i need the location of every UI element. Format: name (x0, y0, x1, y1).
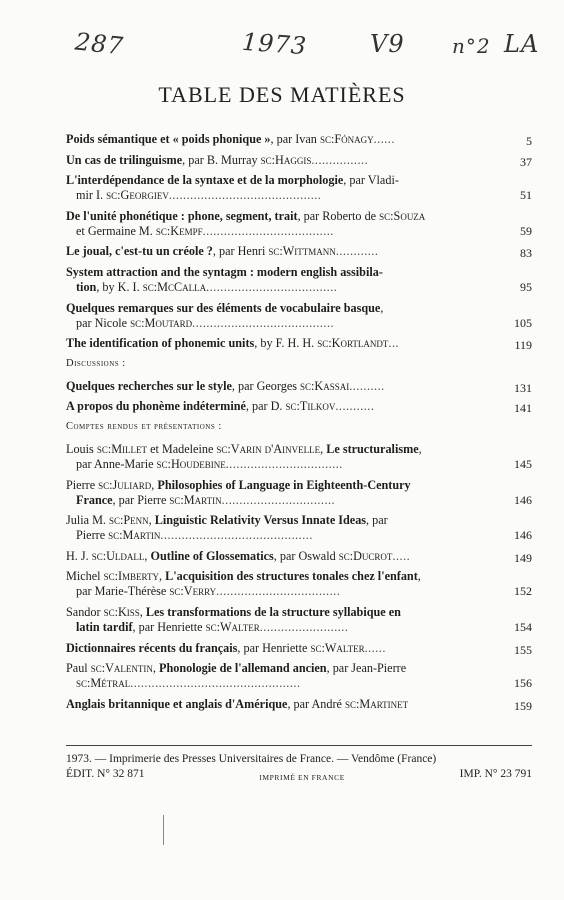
entry-text: , (159, 569, 166, 584)
section-heading-discussions: Discussions : (66, 357, 126, 369)
entry-text: , par Henriette (132, 619, 206, 634)
colophon-printer-line (66, 752, 532, 767)
entry-title: Outline of Glossematics (150, 548, 274, 563)
entry-author: sc:Martin (169, 492, 222, 507)
page-number: 141 (514, 401, 532, 416)
entry-text: , (380, 300, 384, 315)
handwritten-number: 287 (73, 27, 126, 61)
entry-author: sc:McCalla (142, 279, 207, 294)
entry-line (66, 209, 502, 224)
page-number: 145 (514, 456, 532, 471)
entry-line-continued (66, 316, 502, 331)
page-number: 154 (514, 619, 532, 634)
entry-title: Poids sémantique et « poids phonique » (66, 132, 271, 146)
leader-dots: ................................... (216, 584, 341, 599)
entry-text: , (144, 548, 151, 563)
entry-author: sc:Métral (76, 676, 131, 691)
page-number: 159 (514, 698, 532, 713)
toc-entry (66, 301, 532, 331)
entry-text: Julia M. (66, 513, 109, 528)
entry-title: Quelques remarques sur des éléments de vocabulaire basque (66, 300, 381, 315)
colophon-imp-number: IMP. N° 23 791 (459, 768, 532, 780)
entry-text: , par Roberto de (297, 208, 380, 223)
entry-title: Un cas de trilinguisme (66, 152, 183, 167)
entry-text: mir I. (76, 188, 107, 203)
toc-entry (66, 513, 532, 543)
entry-text: , par Pierre (112, 492, 170, 507)
entry-text: , par André (287, 696, 345, 711)
entry-text: , par Henriette (237, 640, 311, 655)
entry-text: , by F. H. H. (254, 336, 318, 351)
entry-author: sc:Verry (169, 584, 217, 599)
entry-author: sc:Uldall (91, 548, 145, 563)
entry-line (66, 605, 502, 620)
entry-text: , (139, 604, 146, 619)
entry-author: sc:Martin (108, 528, 161, 543)
entry-title: System attraction and the syntagm : modern english assibila- (66, 264, 383, 279)
entry-author: sc:Kortlandt (317, 336, 389, 351)
toc-entry (66, 379, 532, 394)
entry-line-continued (66, 620, 502, 635)
toc-entry (66, 209, 532, 239)
entry-author: sc:Varin d'Ainvelle (216, 441, 321, 456)
entry-title: The identification of phonemic units (66, 336, 255, 351)
entry-text: , par Jean-Pierre (326, 661, 407, 676)
entry-text: Paul (66, 661, 91, 676)
colophon-printed-in: IMPRIMÉ EN FRANCE (259, 773, 345, 782)
page-number: 152 (514, 584, 532, 599)
entry-author: sc:Houdebine (156, 456, 226, 471)
entry-text: par Nicole (76, 315, 131, 330)
entry-author: sc:Juliard (98, 477, 152, 492)
entry-author: sc:Millet (96, 441, 148, 456)
entry-line (66, 442, 502, 457)
entry-line (66, 173, 502, 188)
leader-dots: ......................... (259, 619, 349, 634)
page-number: 149 (514, 550, 532, 565)
leader-dots: ........... (335, 399, 375, 414)
handwritten-code: LA (504, 30, 540, 58)
entry-title: Les transformations de la structure syllabique en (145, 604, 401, 619)
entry-title: tion (76, 279, 97, 294)
entry-line (66, 301, 502, 316)
entry-author: sc:Fónagy (319, 132, 374, 146)
entry-text: et Germaine M. (76, 223, 156, 238)
entry-author: sc:Martinet (344, 696, 409, 711)
entry-title: France (76, 492, 113, 507)
leader-dots: ... (388, 336, 400, 351)
entry-text: H. J. (66, 548, 92, 563)
entry-line-continued (66, 280, 502, 295)
entry-line (66, 549, 502, 564)
entry-author: sc:Tilkov (285, 399, 336, 414)
page-number: 146 (514, 528, 532, 543)
colophon-printer: 1973. — Imprimerie des Presses Universitaires de France. — Vendôme (France) (66, 753, 437, 765)
entry-line-continued (66, 528, 502, 543)
entry-author: sc:Walter (310, 640, 365, 655)
leader-dots: ................................................ (130, 676, 301, 691)
page-number: 51 (520, 188, 532, 203)
entry-text: , (418, 441, 422, 456)
entry-author: sc:Imberty (103, 569, 159, 584)
reviews-list (66, 442, 532, 712)
entry-title: Philosophies of Language in Eighteenth-Century (157, 477, 411, 492)
toc-entry (66, 132, 532, 147)
entry-line (66, 153, 502, 168)
entry-text: , par Oswald (273, 548, 339, 563)
toc-entry (66, 442, 532, 472)
entry-line-continued (66, 493, 502, 508)
entry-line-continued (66, 188, 502, 203)
entry-title: L'acquisition des structures tonales chez l'enfant (165, 569, 418, 584)
leader-dots: ........................................ (192, 315, 335, 330)
entry-text: par Anne-Marie (76, 456, 157, 471)
entry-line (66, 336, 502, 351)
entry-line-continued (66, 584, 502, 599)
entry-line-continued (66, 676, 502, 691)
toc-entry (66, 478, 532, 508)
page-number: 83 (520, 246, 532, 261)
entry-author: sc:Kiss (103, 604, 140, 619)
entry-line (66, 661, 502, 676)
toc-entry (66, 549, 532, 564)
articles-list (66, 132, 532, 351)
toc-entry (66, 173, 532, 203)
entry-author: sc:Kempf (155, 223, 203, 238)
entry-title: Le joual, c'est-tu un créole ? (66, 244, 213, 259)
leader-dots: ..................................... (206, 279, 338, 294)
toc-entry (66, 697, 532, 712)
discussions-list (66, 379, 532, 415)
page-number: 155 (514, 642, 532, 657)
entry-text: , (417, 569, 421, 584)
leader-dots: ...... (364, 640, 386, 655)
entry-author: sc:Ducrot (338, 548, 393, 563)
entry-line-continued (66, 457, 502, 472)
page-number: 146 (514, 492, 532, 507)
entry-author: sc:Walter (205, 619, 260, 634)
handwritten-year: 1973 (241, 27, 308, 61)
leader-dots: ...... (373, 132, 395, 146)
entry-author: sc:Kassai (300, 378, 350, 393)
entry-text: , par B. Murray (182, 152, 261, 167)
toc-entry (66, 244, 532, 259)
page-number: 5 (526, 134, 532, 148)
entry-title: Quelques recherches sur le style (66, 378, 232, 393)
entry-text: et Madeleine (147, 441, 217, 456)
entry-line (66, 697, 502, 712)
leader-dots: ........................................... (168, 188, 322, 203)
entry-text: Pierre (66, 477, 99, 492)
page-number: 131 (514, 380, 532, 395)
entry-line-continued (66, 224, 502, 239)
entry-line (66, 379, 502, 394)
toc-entry (66, 336, 532, 351)
colophon (66, 752, 532, 785)
entry-title: Phonologie de l'allemand ancien (159, 661, 327, 676)
entry-text: Pierre (76, 528, 109, 543)
entry-text: , (151, 477, 158, 492)
entry-author: sc:Haggis (260, 152, 312, 167)
entry-line (66, 132, 502, 147)
entry-text: Louis (66, 441, 97, 456)
entry-line (66, 569, 502, 584)
handwritten-volume: V9 (370, 30, 405, 58)
entry-text: , (152, 661, 159, 676)
handwritten-issue: n°2 (452, 34, 491, 58)
colophon-edit-number: ÉDIT. N° 32 871 (66, 768, 145, 780)
entry-title: L'interdépendance de la syntaxe et de la morphologie (66, 173, 344, 188)
toc-entry (66, 569, 532, 599)
leader-dots: ................ (311, 152, 369, 167)
entry-text: , by K. I. (96, 279, 143, 294)
entry-line (66, 641, 502, 656)
entry-text: , par Henri (212, 244, 269, 259)
entry-text: Sandor (66, 604, 104, 619)
entry-line (66, 513, 502, 528)
table-of-contents (66, 132, 532, 717)
toc-entry (66, 265, 532, 295)
leader-dots: ............ (335, 244, 379, 259)
entry-text: , (148, 513, 155, 528)
entry-text: par Marie-Thérèse (76, 584, 170, 599)
leader-dots: ..... (392, 548, 411, 563)
leader-dots: ..................................... (202, 223, 334, 238)
entry-title: Anglais britannique et anglais d'Amérique (66, 696, 288, 711)
page-number: 59 (520, 223, 532, 238)
toc-entry (66, 153, 532, 168)
page-number: 37 (520, 154, 532, 169)
pencil-mark (162, 815, 165, 845)
page-number: 105 (514, 315, 532, 330)
entry-text: , par Vladi- (343, 173, 399, 188)
entry-author: sc:Penn (109, 513, 149, 528)
entry-title: Le structuralisme (326, 441, 419, 456)
entry-line (66, 478, 502, 493)
toc-entry (66, 641, 532, 656)
section-heading-reviews: Comptes rendus et présentations : (66, 420, 222, 432)
entry-text: , par D. (245, 399, 286, 414)
page-title: TABLE DES MATIÈRES (158, 82, 406, 107)
page-number: 119 (514, 338, 532, 353)
leader-dots: ................................ (221, 492, 336, 507)
page-number: 95 (520, 279, 532, 294)
entry-author: sc:Souza (379, 208, 426, 223)
entry-text: , par (366, 513, 388, 528)
toc-entry (66, 661, 532, 691)
entry-author: sc:Wittmann (268, 244, 336, 259)
entry-title: De l'unité phonétique : phone, segment, trait (66, 208, 298, 223)
entry-author: sc:Moutard (130, 315, 193, 330)
entry-text: , (320, 441, 327, 456)
entry-title: Dictionnaires récents du français (66, 640, 238, 655)
leader-dots: ........................................... (160, 528, 313, 543)
entry-line (66, 265, 502, 280)
entry-author: sc:Valentin (90, 661, 153, 676)
toc-entry (66, 399, 532, 414)
toc-entry (66, 605, 532, 635)
entry-title: A propos du phonème indéterminé (66, 399, 246, 414)
entry-line (66, 399, 502, 414)
entry-title: Linguistic Relativity Versus Innate Ideas (154, 513, 367, 528)
page-number: 156 (514, 676, 532, 691)
entry-text: Michel (66, 569, 104, 584)
entry-author: sc:Georgiev (106, 188, 169, 203)
entry-line (66, 244, 502, 259)
colophon-numbers-line (66, 767, 532, 785)
leader-dots: ................................. (225, 456, 343, 471)
entry-title: latin tardif (76, 619, 133, 634)
entry-text: , par Georges (231, 378, 301, 393)
footer-divider (66, 745, 532, 746)
leader-dots: .......... (349, 378, 385, 393)
entry-text: , par Ivan (270, 132, 320, 146)
